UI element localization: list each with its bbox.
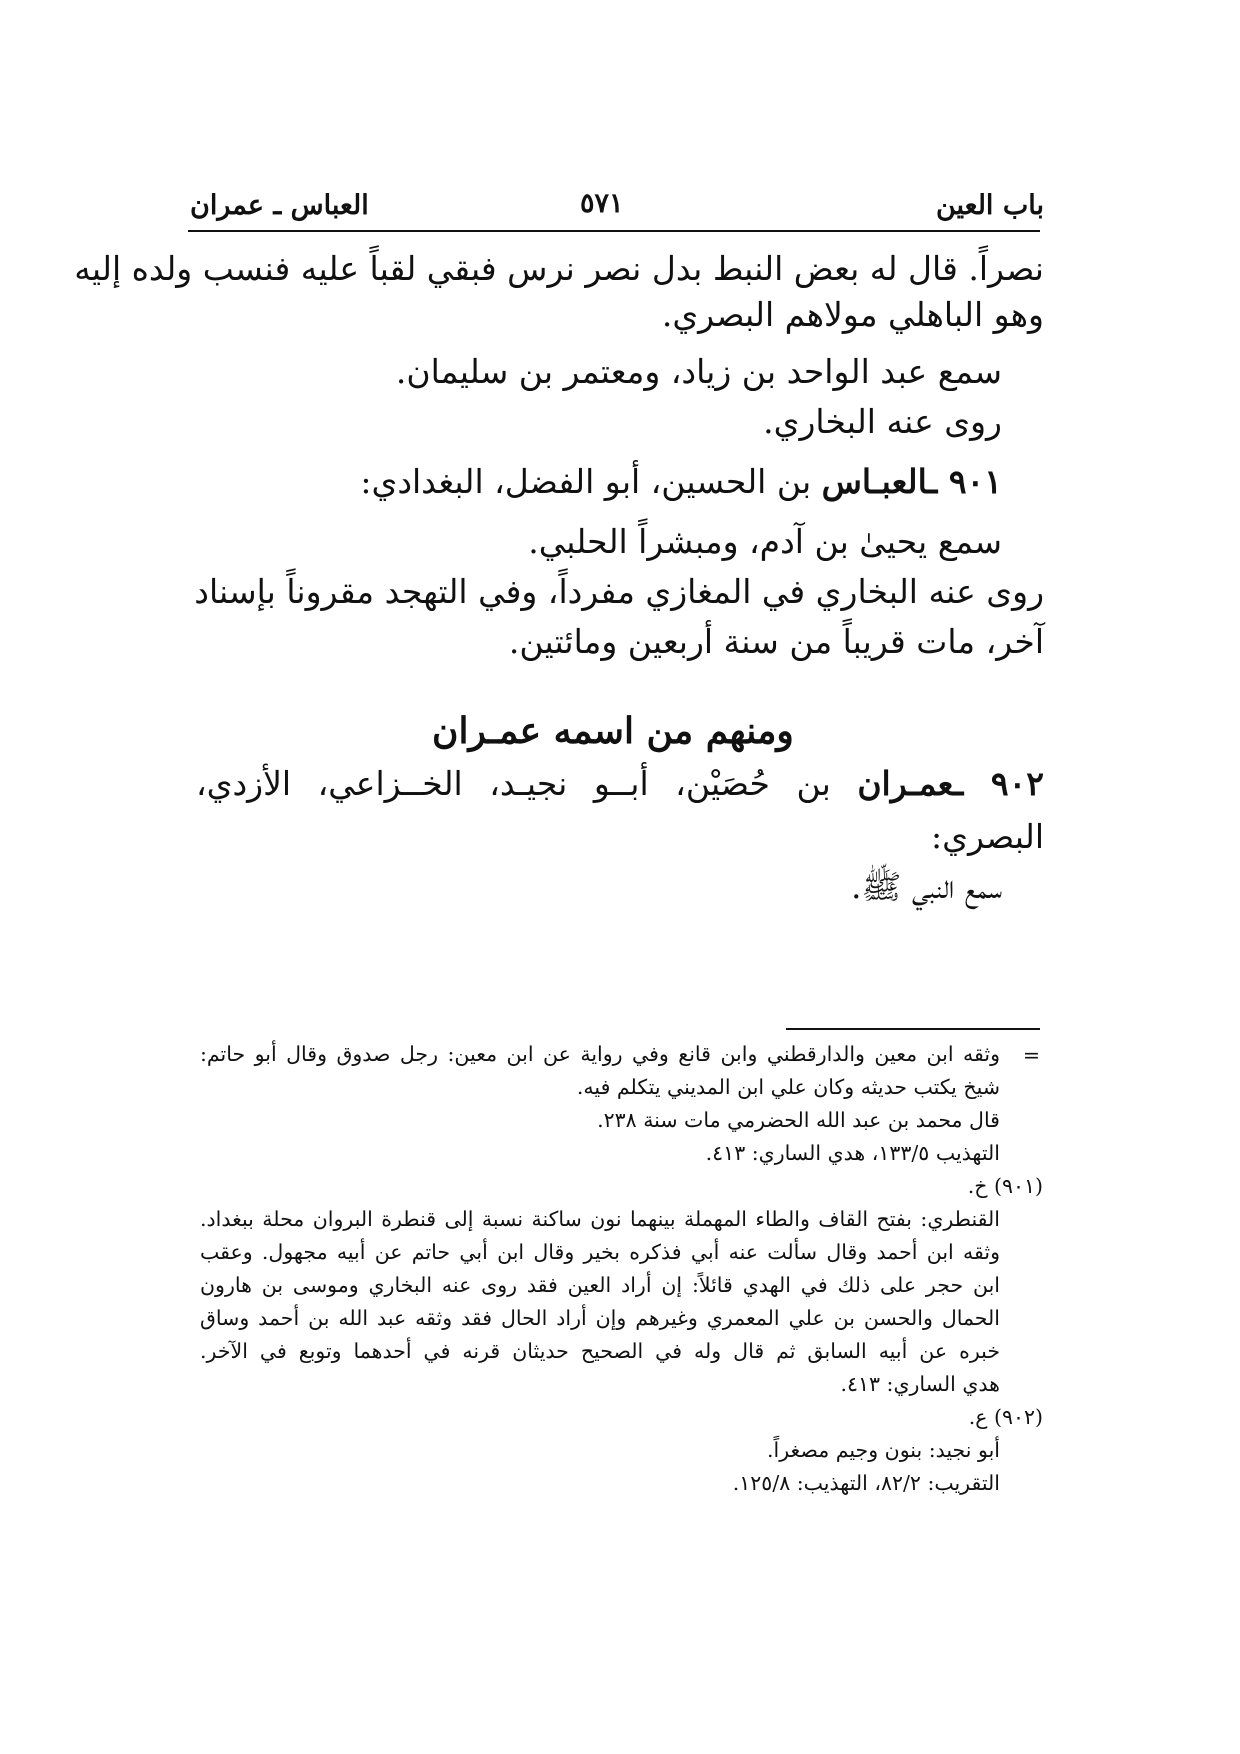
entry-number: ٩٠١ ـ — [927, 462, 1002, 501]
entry-lineage: بن حُصَيْن، أبــو نجيـد، الخــزاعي، الأزدي، — [196, 764, 858, 803]
body-line: وهو الباهلي مولاهم البصري. — [661, 295, 1044, 334]
body-line: سمع يحيىٰ بن آدم، ومبشراً الحلبي. — [528, 522, 1002, 561]
section-title: ومنهم من اسمه عمـران — [432, 710, 794, 752]
body-line: روى عنه البخاري في المغازي مفرداً، وفي التهجد مقروناً بإسناد — [194, 572, 1044, 611]
body-line: البصري: — [931, 817, 1044, 856]
entry-name: عمـران — [857, 764, 954, 803]
entry-name: العبـاس — [821, 462, 928, 501]
body-line: آخر، مات قريباً من سنة أربعين ومائتين. — [508, 622, 1044, 661]
footnote-rule — [786, 1028, 1040, 1030]
entry-number: ٩٠٢ ـ — [953, 764, 1044, 803]
footnote-line: وثقه ابن أحمد وقال سألت عنه أبي فذكره بخير وقال ابن أبي حاتم عن أبيه مجهول. وعقب — [200, 1240, 1000, 1264]
body-line: نصراً. قال له بعض النبط بدل نصر نرس فبقي لقباً عليه فنسب ولده إليه — [74, 249, 1044, 288]
entry-lineage: بن الحسين، أبو الفضل، البغدادي: — [360, 462, 822, 501]
footnote-line: قال محمد بن عبد الله الحضرمي مات سنة ٢٣٨. — [597, 1108, 1000, 1132]
body-line: سمع عبد الواحد بن زياد، ومعتمر بن سليمان. — [395, 352, 1002, 391]
footnote-continuation-marker: = — [1022, 1043, 1040, 1067]
footnote-line: القنطري: بفتح القاف والطاء المهملة بينهما نون ساكنة نسبة إلى قنطرة البروان محلة ببغداد. — [200, 1207, 1000, 1231]
footnote-line: التهذيب ١٣٣/٥، هدي الساري: ٤١٣. — [705, 1141, 1000, 1165]
entry-902-heading — [196, 764, 1044, 803]
footnote-line: أبو نجيد: بنون وجيم مصغراً. — [767, 1438, 1000, 1462]
footnote-label-901: (٩٠١) خ. — [967, 1174, 1043, 1198]
footnote-line: التقريب: ٨٢/٢، التهذيب: ١٢٥/٨. — [732, 1471, 1000, 1495]
footnote-line: هدي الساري: ٤١٣. — [840, 1372, 1000, 1396]
header-rule — [188, 230, 1040, 232]
footnote-line: وثقه ابن معين والدارقطني وابن قانع وفي رواية عن ابن معين: رجل صدوق وقال أبو حاتم: — [200, 1042, 1000, 1066]
page-number: ٥٧١ — [580, 188, 624, 219]
chapter-header: باب العين — [935, 190, 1044, 221]
body-line: روى عنه البخاري. — [763, 402, 1002, 441]
footnote-line: الحمال والحسن بن علي المعمري وغيرهم وإن أراد الحال فقد وثقه عبد الله بن أحمد وساق — [200, 1306, 1000, 1330]
footnote-label-902: (٩٠٢) ع. — [968, 1405, 1043, 1429]
footnote-line: خبره عن أبيه السابق ثم قال وله في الصحيح حديثان قرنه في أحدهما وتوبع في الآخر. — [200, 1339, 1000, 1363]
names-range-header: العباس ـ عمران — [190, 190, 369, 221]
body-line: سمع النبي ﷺ. — [850, 867, 1002, 906]
footnote-line: شيخ يكتب حديثه وكان علي ابن المديني يتكلم فيه. — [576, 1075, 1000, 1099]
footnote-line: ابن حجر على ذلك في الهدي قائلاً: إن أراد العين فقد روى عنه البخاري وموسى بن هارون — [200, 1273, 1000, 1297]
entry-901-heading — [360, 462, 1002, 501]
